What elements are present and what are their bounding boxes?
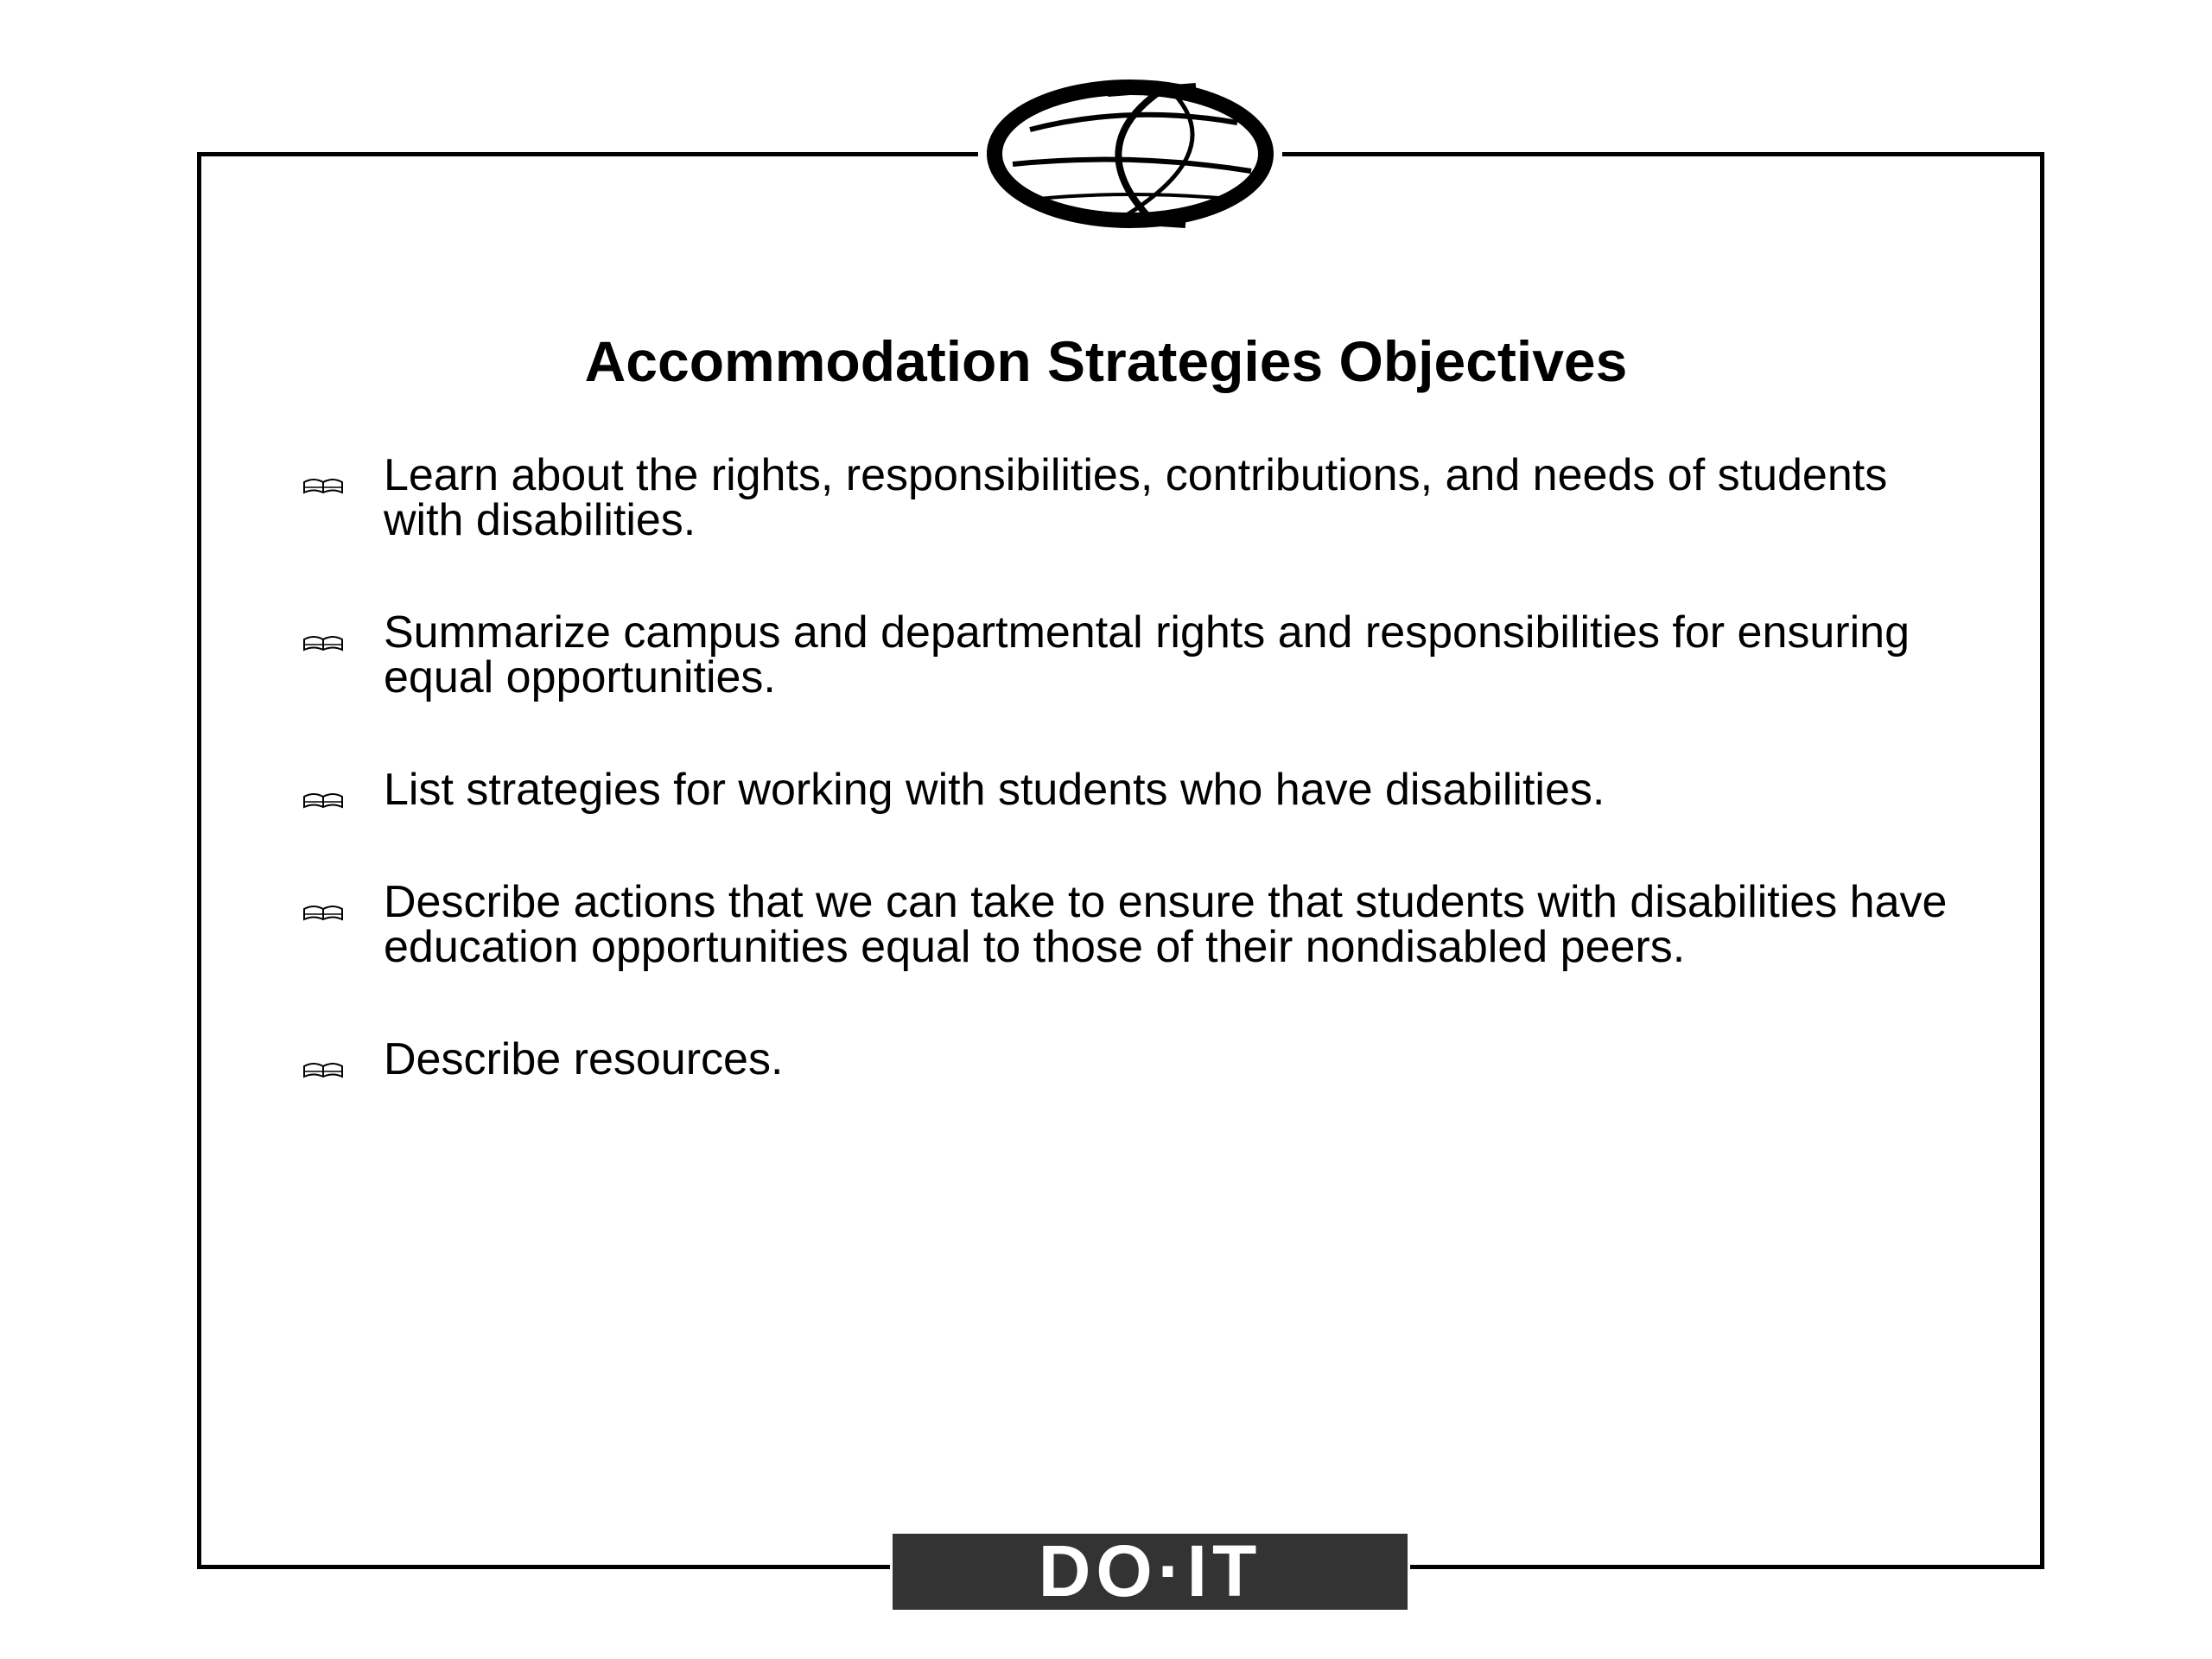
objective-text: Summarize campus and departmental rights and responsibilities for ensuring equal opportunities. — [384, 607, 1910, 702]
svg-text:DO·IT: DO·IT — [1038, 1534, 1262, 1610]
open-book-icon — [302, 1059, 344, 1080]
objective-item — [294, 607, 1970, 702]
objective-item — [294, 1034, 1970, 1084]
objective-item — [294, 450, 1970, 545]
objective-text: Describe resources. — [384, 1034, 784, 1084]
doit-logo-icon — [890, 1531, 1410, 1612]
globe-logo-icon — [978, 69, 1282, 238]
open-book-icon — [302, 790, 344, 810]
objective-text: Describe actions that we can take to ensure that students with disabilities have education opportunities equal to those of their nondisabled peers. — [384, 877, 1948, 972]
objective-text: List strategies for working with students who have disabilities. — [384, 765, 1605, 815]
open-book-icon — [302, 902, 344, 923]
objective-text: Learn about the rights, responsibilities, contributions, and needs of students with disabilities. — [384, 450, 1888, 545]
page-title: Accommodation Strategies Objectives — [584, 329, 1628, 394]
objective-item — [294, 877, 1970, 972]
open-book-icon — [302, 475, 344, 496]
objective-item — [294, 765, 1970, 815]
objective-list — [294, 450, 1970, 1084]
open-book-icon — [302, 632, 344, 653]
